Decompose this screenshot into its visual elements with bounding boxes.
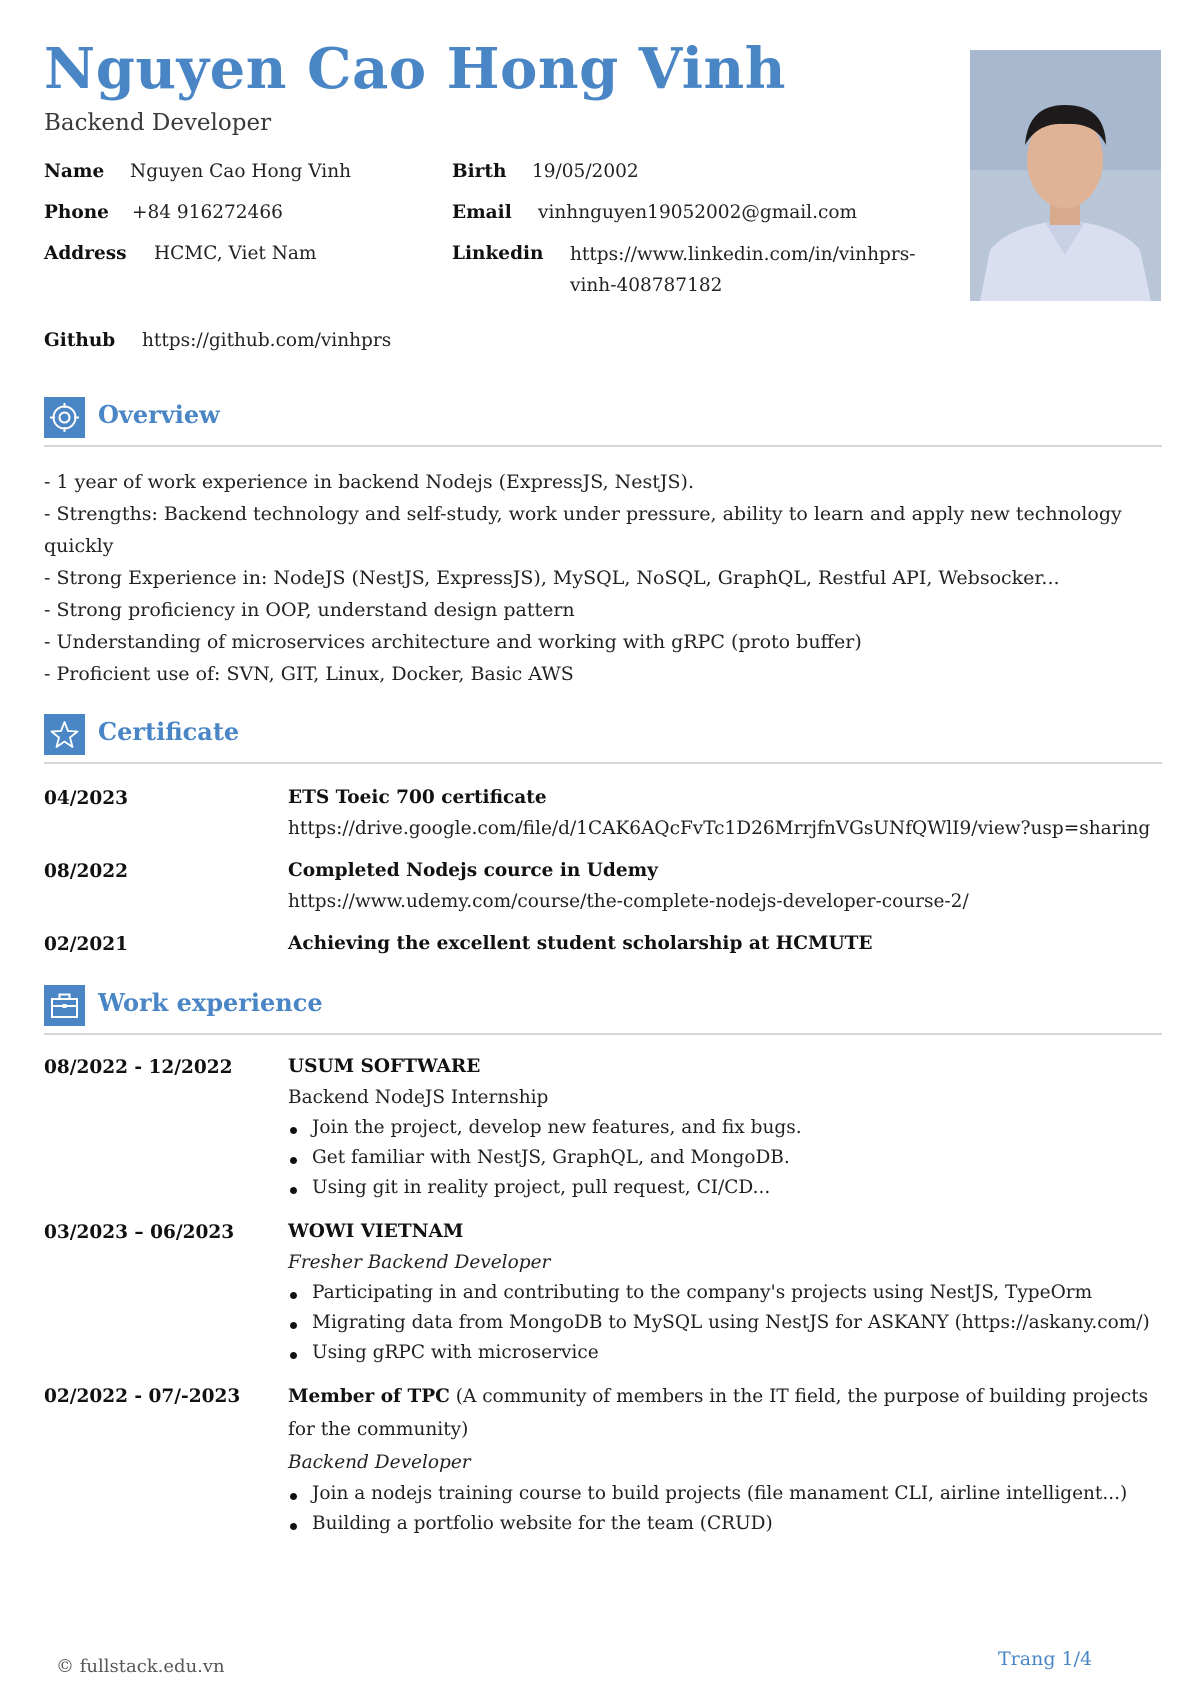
overview-line: - Understanding of microservices architecture and working with gRPC (proto buffer) [44,631,862,653]
info-github [44,330,392,351]
work-position: Backend NodeJS Internship [288,1087,549,1108]
info-linkedin-label: Linkedin [452,243,544,264]
info-phone-label: Phone [44,202,109,223]
work-date: 08/2022 - 12/2022 [44,1057,233,1078]
overview-heading [44,397,1162,447]
list-item: Join a nodejs training course to build projects (file manament CLI, airline intelligent...) [288,1479,1164,1509]
work-heading [44,985,1162,1035]
work-company: Member of TPC [288,1386,450,1407]
info-linkedin [452,243,916,296]
work-title: Work experience [98,988,323,1017]
info-phone-value: +84 916272466 [132,202,283,223]
overview-line: - Proficient use of: SVN, GIT, Linux, Docker, Basic AWS [44,663,574,685]
page-number: Trang 1/4 [998,1648,1093,1670]
info-linkedin-value[interactable] [570,239,915,301]
overview-line: - Strengths: Backend technology and self-study, work under pressure, ability to learn and apply new technology quickly [44,503,1122,557]
certificate-link[interactable]: https://www.udemy.com/course/the-complete-nodejs-developer-course-2/ [288,891,969,912]
target-icon [44,397,85,438]
info-birth-value: 19/05/2002 [532,161,639,182]
info-email-value[interactable]: vinhnguyen19052002@gmail.com [538,202,858,223]
certificate-title-text: Achieving the excellent student scholarship at HCMUTE [288,933,873,954]
info-email [452,202,858,223]
certificate-link[interactable]: https://drive.google.com/file/d/1CAK6AQcFvTc1D26MrrjfnVGsUNfQWlI9/view?usp=sharing [288,818,1151,839]
list-item: Using git in reality project, pull request, CI/CD... [288,1173,1164,1203]
overview-line: - Strong proficiency in OOP, understand design pattern [44,599,575,621]
certificate-heading [44,714,1162,764]
candidate-name: Nguyen Cao Hong Vinh [44,36,786,102]
certificate-title-text: ETS Toeic 700 certificate [288,787,547,808]
list-item: Join the project, develop new features, and fix bugs. [288,1113,1164,1143]
info-address [44,243,317,264]
info-birth [452,161,639,182]
certificate-date: 08/2022 [44,861,128,882]
info-phone [44,202,283,223]
certificate-title: Certificate [98,717,240,746]
info-email-label: Email [452,202,512,223]
overview-list [44,466,1164,690]
profile-photo [970,50,1161,301]
work-company-desc: (A community of members in the IT field, the purpose of building projects for the community) [288,1386,1149,1440]
overview-line: - 1 year of work experience in backend Nodejs (ExpressJS, NestJS). [44,471,694,493]
work-bullets [288,1113,1164,1203]
info-linkedin-line1[interactable]: https://www.linkedin.com/in/vinhprs- [570,244,916,265]
list-item: Using gRPC with microservice [288,1338,1164,1368]
info-name-value: Nguyen Cao Hong Vinh [130,161,352,182]
work-position: Fresher Backend Developer [288,1252,551,1273]
info-github-label: Github [44,330,116,351]
list-item: Building a portfolio website for the team (CRUD) [288,1509,1164,1539]
info-address-label: Address [44,243,127,264]
info-address-value: HCMC, Viet Nam [154,243,317,264]
info-github-value[interactable]: https://github.com/vinhprs [142,330,392,351]
work-date: 03/2023 – 06/2023 [44,1222,235,1243]
work-company: WOWI VIETNAM [288,1221,464,1242]
certificate-date: 02/2021 [44,934,128,955]
work-date: 02/2022 - 07/-2023 [44,1386,241,1407]
certificate-date: 04/2023 [44,788,128,809]
overview-title: Overview [98,400,220,429]
list-item: Get familiar with NestJS, GraphQL, and MongoDB. [288,1143,1164,1173]
info-birth-label: Birth [452,161,507,182]
work-company: USUM SOFTWARE [288,1056,481,1077]
info-linkedin-line2[interactable]: vinh-408787182 [570,275,723,296]
info-name-label: Name [44,161,105,182]
avatar-icon [970,50,1161,301]
certificate-title-text: Completed Nodejs cource in Udemy [288,860,658,881]
info-name [44,161,352,182]
list-item: Participating in and contributing to the company's projects using NestJS, TypeOrm [288,1278,1164,1308]
briefcase-icon [44,985,85,1026]
work-bullets [288,1278,1164,1368]
work-bullets [288,1479,1164,1539]
list-item: Migrating data from MongoDB to MySQL using NestJS for ASKANY (https://askany.com/) [288,1308,1164,1338]
candidate-role: Backend Developer [44,110,272,136]
overview-line: - Strong Experience in: NodeJS (NestJS, ExpressJS), MySQL, NoSQL, GraphQL, Restful API, Websocker... [44,567,1060,589]
work-position: Backend Developer [288,1452,471,1473]
star-icon [44,714,85,755]
footer-copyright: © fullstack.edu.vn [56,1656,225,1677]
